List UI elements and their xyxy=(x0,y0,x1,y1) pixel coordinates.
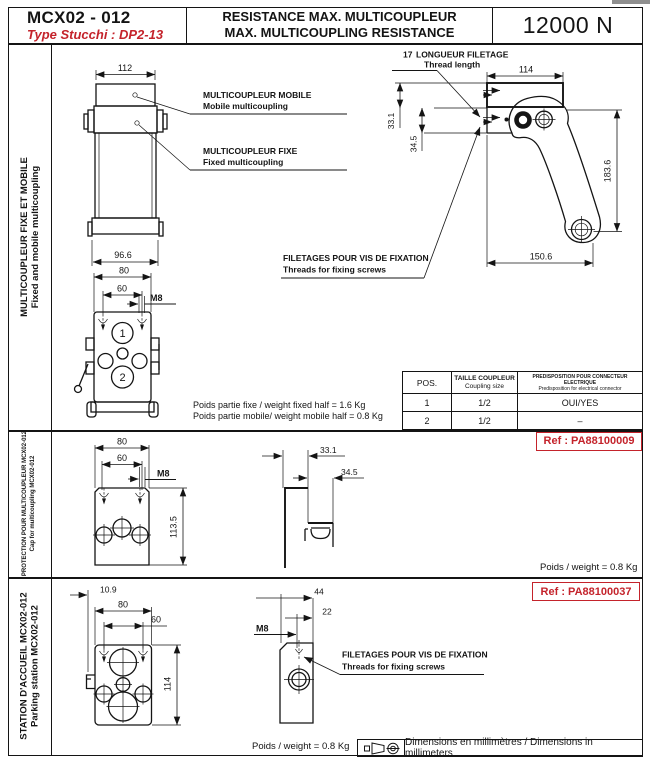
cap-dim-m8: M8 xyxy=(157,468,170,479)
dim-183-6: 183.6 xyxy=(602,159,613,183)
cap-dim-80: 80 xyxy=(116,436,128,447)
type-label: Type Stucchi : DP2-13 xyxy=(27,27,164,42)
dim-34-5: 34.5 xyxy=(408,135,419,153)
table-header-pos: POS. xyxy=(403,372,452,394)
dim-114: 114 xyxy=(518,64,534,75)
station-dim-60: 60 xyxy=(150,614,162,625)
sidebar-section3 xyxy=(8,577,51,755)
table-row-size: 1/2 xyxy=(452,394,518,412)
station-dim-80: 80 xyxy=(117,599,129,610)
cap-dim-113-5: 113.5 xyxy=(168,516,179,538)
sidebar-s2-en: Cap for multicoupling MCX02-012 xyxy=(29,455,36,552)
station-screws-en: Threads for fixing screws xyxy=(342,661,445,672)
label-mobile-fr: MULTICOUPLEUR MOBILE xyxy=(203,90,312,100)
sidebar-section1 xyxy=(8,43,51,430)
dim-60: 60 xyxy=(116,283,128,294)
dim-width-bottom: 96.6 xyxy=(114,250,132,260)
scan-artifact xyxy=(612,0,650,4)
label-fixe-en: Fixed multicoupling xyxy=(203,157,284,167)
cap-dim-60: 60 xyxy=(116,453,128,463)
first-angle-projection-icon xyxy=(358,740,405,756)
section2-divider xyxy=(8,577,643,579)
header-divider xyxy=(8,43,643,45)
label-mobile-en: Mobile multicoupling xyxy=(203,101,288,111)
thread-length-value: 17 xyxy=(403,49,413,60)
cap-dim-33-1: 33.1 xyxy=(320,445,337,455)
resistance-title-en: MAX. MULTICOUPLING RESISTANCE xyxy=(224,25,455,40)
resistance-value: 12000 N xyxy=(522,11,614,38)
weight-mobile-half: Poids partie mobile/ weight mobile half = 0.8 Kg xyxy=(193,410,383,421)
label-fixe-fr: MULTICOUPLEUR FIXE xyxy=(203,146,298,156)
thread-length-fr: LONGUEUR FILETAGE xyxy=(416,49,509,60)
station-dim-114: 114 xyxy=(162,676,173,692)
sidebar-s2-fr: PROTECTION POUR MULTICOUPLEUR MCX02-012 xyxy=(22,430,28,577)
table-header-connector: PREDISPOSITION POUR CONNECTEUR ELECTRIQUE Predisposition for electrical connector xyxy=(518,372,642,394)
station-screws-fr: FILETAGES POUR VIS DE FIXATION xyxy=(342,649,488,660)
sidebar-section2 xyxy=(8,430,51,577)
model-number: MCX02 - 012 xyxy=(27,8,131,27)
resistance-title xyxy=(187,7,493,43)
weight-station: Poids / weight = 0.8 Kg xyxy=(252,741,350,752)
hole-1-label: 1 xyxy=(119,328,126,340)
dim-33-1: 33.1 xyxy=(386,112,396,130)
table-row-pos: 2 xyxy=(403,412,452,429)
weight-cap: Poids / weight = 0.8 Kg xyxy=(540,562,638,573)
station-dim-44: 44 xyxy=(314,586,324,597)
station-dim-10-9: 10.9 xyxy=(100,584,117,595)
station-dim-m8: M8 xyxy=(256,623,269,634)
table-row-pos: 1 xyxy=(403,394,452,412)
sidebar-s3-fr: STATION D'ACCUEIL MCX02-012 xyxy=(18,592,30,740)
table-row-size: 1/2 xyxy=(452,412,518,429)
table-row-connector: – xyxy=(577,415,583,426)
footer-bar xyxy=(357,739,643,757)
screws-label-en: Threads for fixing screws xyxy=(283,264,386,275)
table-header-size: TAILLE COUPLEUR Coupling size xyxy=(452,372,518,394)
screws-label-fr: FILETAGES POUR VIS DE FIXATION xyxy=(283,253,429,263)
dim-m8: M8 xyxy=(150,293,163,303)
dim-150-6: 150.6 xyxy=(529,251,553,262)
title-block xyxy=(8,7,187,43)
thread-length-en: Thread length xyxy=(424,59,481,70)
station-dim-22: 22 xyxy=(322,606,332,617)
dimensions-note: Dimensions en millimètres / Dimensions in millimeters xyxy=(405,737,593,759)
resistance-title-fr: RESISTANCE MAX. MULTICOUPLEUR xyxy=(222,9,457,24)
table-row-connector: OUI/YES xyxy=(518,394,642,412)
weight-fixed-half: Poids partie fixe / weight fixed half = 1.6 Kg xyxy=(193,400,366,410)
cap-dim-34-5: 34.5 xyxy=(341,467,358,477)
hole-2-label: 2 xyxy=(119,372,126,384)
ref-number-cap: Ref : PA88100009 xyxy=(536,432,642,451)
dim-80: 80 xyxy=(118,265,130,276)
sidebar-s3-en: Parking station MCX02-012 xyxy=(29,605,41,727)
sidebar-s1-fr: MULTICOUPLEUR FIXE ET MOBILE xyxy=(18,156,30,317)
sidebar-s1-en: Fixed and mobile multicoupling xyxy=(29,165,41,308)
weights-section1 xyxy=(193,400,443,421)
ref-number-station: Ref : PA88100037 xyxy=(532,582,640,601)
dim-width-top: 112 xyxy=(117,63,133,73)
sidebar-divider xyxy=(51,43,52,755)
